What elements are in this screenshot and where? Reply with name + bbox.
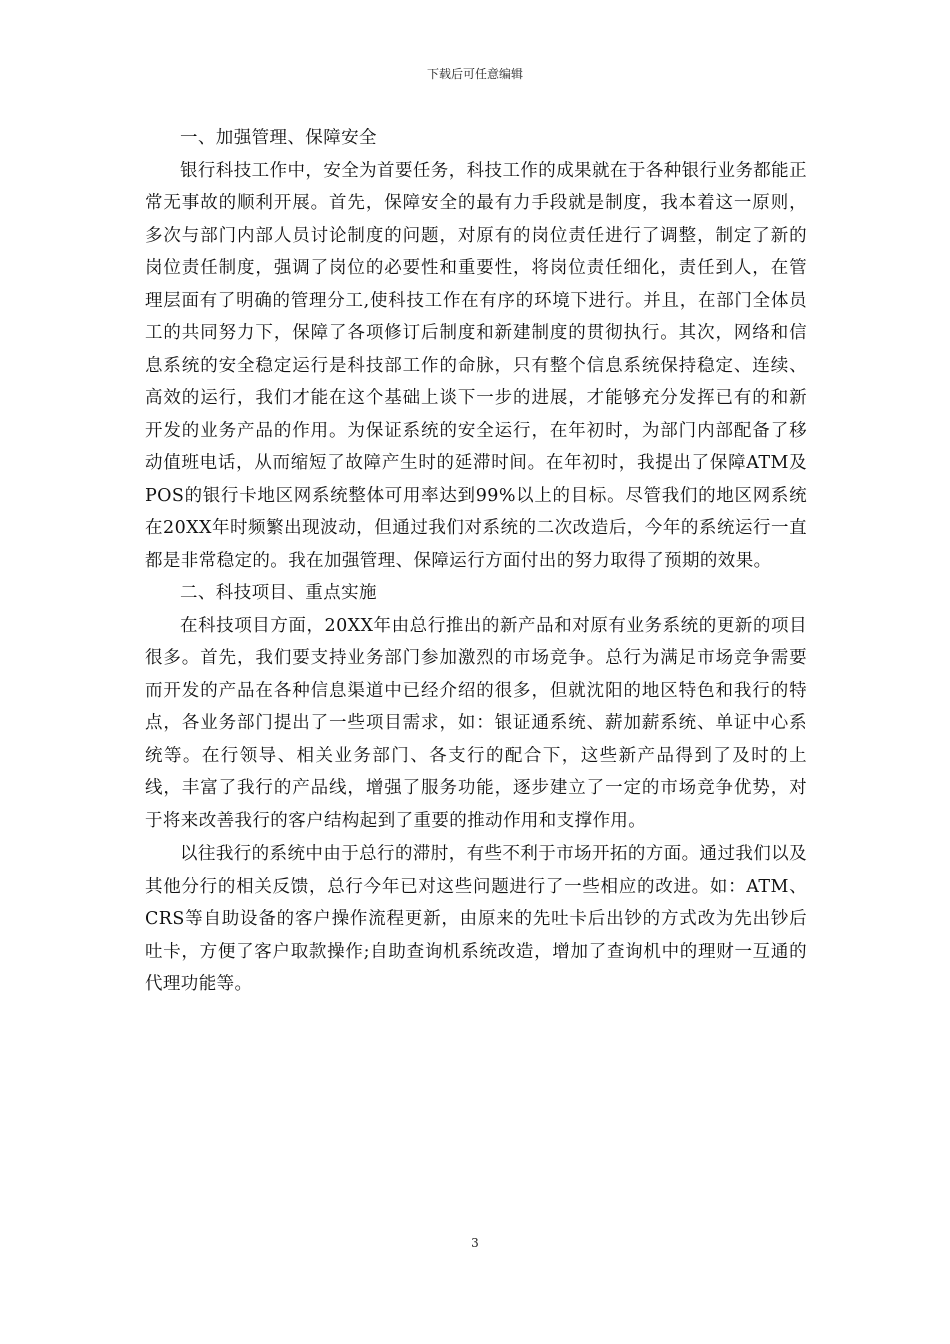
- page-header: 下载后可任意编辑: [426, 67, 523, 81]
- body-paragraph: 银行科技工作中，安全为首要任务，科技工作的成果就在于各种银行业务都能正常无事故的顺利开展。首先，保障安全的最有力手段就是制度，我本着这一原则，多次与部门内部人员讨论制度的问题，对原有的岗位责任进行了调整，制定了新的岗位责任制度，强调了岗位的必要性和重要性，将岗位责任细化，责任到人，在管理层面有了明确的管理分工,使科技工作在有序的环境下进行。并且，在部门全体员工的共同努力下，保障了各项修订后制度和新建制度的贯彻执行。其次，网络和信息系统的安全稳定运行是科技部工作的命脉，只有整个信息系统保持稳定、连续、高效的运行，我们才能在这个基础上谈下一步的进展，才能够充分发挥已有的和新开发的业务产品的作用。为保证系统的安全运行，在年初时，为部门内部配备了移动值班电话，从而缩短了故障产生时的延滞时间。在年初时，我提出了保障ATM及POS的银行卡地区网系统整体可用率达到99%以上的目标。尽管我们的地区网系统在20XX年时频繁出现波动，但通过我们对系统的二次改造后，今年的系统运行一直都是非常稳定的。我在加强管理、保障运行方面付出的努力取得了预期的效果。: [145, 160, 807, 571]
- section-heading: 一、加强管理、保障安全: [180, 128, 377, 148]
- body-paragraph: 以往我行的系统中由于总行的滞肘，有些不利于市场开拓的方面。通过我们以及其他分行的相关反馈，总行今年已对这些问题进行了一些相应的改进。如：ATM、CRS等自助设备的客户操作流程更新，由原来的先吐卡后出钞的方式改为先出钞后吐卡，方便了客户取款操作;自助查询机系统改造，增加了查询机中的理财一互通的代理功能等。: [145, 844, 807, 994]
- page-number: 3: [471, 1236, 479, 1250]
- body-paragraph: 在科技项目方面，20XX年由总行推出的新产品和对原有业务系统的更新的项目很多。首先，我们要支持业务部门参加激烈的市场竞争。总行为满足市场竞争需要而开发的产品在各种信息渠道中已经介绍的很多，但就沈阳的地区特色和我行的特点，各业务部门提出了一些项目需求，如：银证通系统、薪加薪系统、单证中心系统等。在行领导、相关业务部门、各支行的配合下，这些新产品得到了及时的上线，丰富了我行的产品线，增强了服务功能，逐步建立了一定的市场竞争优势，对于将来改善我行的客户结构起到了重要的推动作用和支撑作用。: [145, 615, 807, 831]
- document-body: [145, 122, 807, 1001]
- section-heading: 二、科技项目、重点实施: [180, 583, 377, 603]
